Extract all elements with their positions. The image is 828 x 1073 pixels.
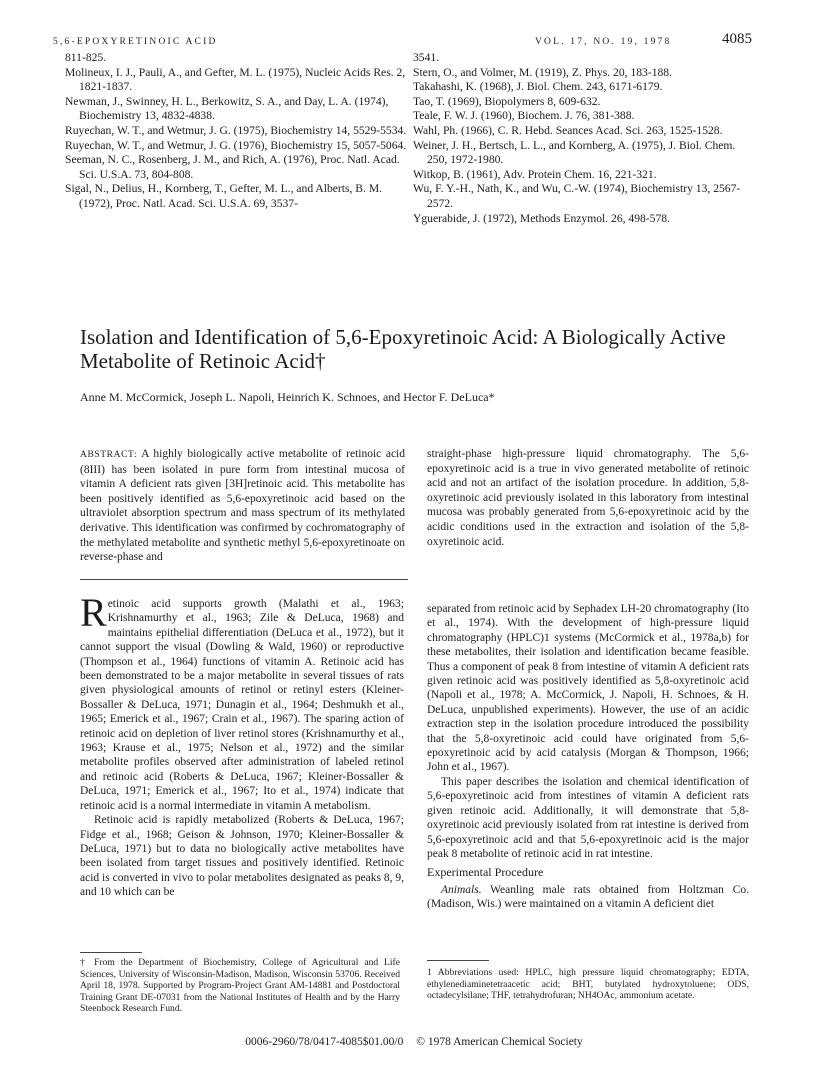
- page-number: 4085: [722, 31, 752, 47]
- animals-paragraph: [427, 883, 749, 912]
- animals-text: Weanling male rats obtained from Holtzman Co. (Madison, Wis.) were maintained on a vitamin A deficient diet: [427, 883, 749, 911]
- footnote-affiliation: † From the Department of Biochemistry, College of Agricultural and Life Sciences, University of Wisconsin-Madison, Madison, Wisconsin 53706. Received April 18, 1978. Supported by Program-Project Grant AM-14881 and Postdoctoral Training Grant DE-07031 from the National Institutes of Health and by the Harry Steenbock Research Fund.: [80, 957, 400, 1015]
- references-left-column: [65, 51, 407, 212]
- page-footer: [0, 1036, 828, 1048]
- abstract-divider: [80, 579, 408, 580]
- reference-item: Stern, O., and Volmer, M. (1919), Z. Phys. 20, 183-188.: [413, 65, 672, 79]
- intro-paragraph-4: This paper describes the isolation and chemical identification of 5,6-epoxyretinoic acid from intestines of vitamin A deficient rats given retinoic acid. Additionally, it will demonstrate that 5,8-oxyretinoic acid previously isolated from rat intestine is derived from 5,6-epoxyretinoic acid and that 5,6-epoxyretinoic acid is the major peak 8 metabolite of retinoic acid in rat intestine.: [427, 775, 749, 860]
- reference-item: Tao, T. (1969), Biopolymers 8, 609-632.: [413, 94, 601, 108]
- reference-item: Yguerabide, J. (1972), Methods Enzymol. 26, 498-578.: [413, 211, 670, 225]
- reference-item: Weiner, J. H., Bertsch, L. L., and Kornberg, A. (1975), J. Biol. Chem. 250, 1972-1980.: [413, 138, 736, 167]
- reference-item: Seeman, N. C., Rosenberg, J. M., and Rich, A. (1976), Proc. Natl. Acad. Sci. U.S.A. 73, 804-808.: [65, 153, 400, 181]
- reference-item: Wu, F. Y.-H., Nath, K., and Wu, C.-W. (1974), Biochemistry 13, 2567-2572.: [413, 182, 741, 210]
- author-list: Anne M. McCormick, Joseph L. Napoli, Heinrich K. Schnoes, and Hector F. DeLuca*: [80, 390, 495, 404]
- reference-item: Ruyechan, W. T., and Wetmur, J. G. (1976), Biochemistry 15, 5057-5064.: [65, 138, 407, 152]
- reference-item: Ruyechan, W. T., and Wetmur, J. G. (1975), Biochemistry 14, 5529-5534.: [65, 123, 407, 137]
- reference-item: 3541.: [413, 51, 440, 64]
- reference-item: Teale, F. W. J. (1960), Biochem. J. 76, 381-388.: [413, 109, 635, 123]
- abstract-right: straight-phase high-pressure liquid chromatography. The 5,6-epoxyretinoic acid is a true in vivo generated metabolite of retinoic acid and not an artifact of the isolation procedure. In addition, 5,8-oxyretinoic acid previously isolated in this laboratory from intestinal mucosa was probably generated from 5,6-epoxyretinoic acid by the acidic conditions used in the extraction and isolation of the 5,8-oxyretinoic acid.: [427, 448, 749, 548]
- intro-paragraph-3: separated from retinoic acid by Sephadex LH-20 chromatography (Ito et al., 1974). With the development of high-pressure liquid chromatography (HPLC)1 systems (McCormick et al., 1978a,b) for these metabolites, their isolation and identification became feasible. Thus a component of peak 8 from intestine of vitamin A deficient rats given retinoic acid was positively identified as 5,8-oxyretinoic acid (Napoli et al., 1978; A. McCormick, J. Napoli, H. Schnoes, & H. DeLuca, unpublished experiments). However, the use of an acidic extraction step in the isolation procedure introduced the possibility that the 5,8-oxyretinoic acid could have originated from 5,6-epoxyretinoic acid by acid catalysis (Morgan & Thompson, 1966; John et al., 1967).: [427, 603, 749, 774]
- intro-paragraph-2: Retinoic acid is rapidly metabolized (Roberts & DeLuca, 1967; Fidge et al., 1968; Geison & Johnson, 1970; Kleiner-Bossaller & DeLuca, 1971) but to data no biologically active metabolites have been isolated from target tissues and positively identified. Retinoic acid is converted in vivo to polar metabolites designated as peaks 8, 9, and 10 which can be: [80, 814, 404, 899]
- body-right-column: [427, 602, 749, 912]
- footnote-abbreviations: 1 Abbreviations used: HPLC, high pressure liquid chromatography; EDTA, ethylenediaminetetraacetic acid; BHT, butylated hydroxytoluene; ODS, octadecylsilane; THF, tetrahydrofuran; NH4OAc, ammonium acetate.: [427, 967, 749, 1002]
- reference-item: Witkop, B. (1961), Adv. Protein Chem. 16, 221-321.: [413, 167, 657, 181]
- intro-paragraph-1: etinoic acid supports growth (Malathi et al., 1963; Krishnamurthy et al., 1963; Zile & DeLuca, 1968) and maintains epithelial differentiation (DeLuca et al., 1972), but it cannot support the visual (Dowling & Wald, 1960) or reproductive (Thompson et al., 1964) functions of vitamin A. Retinoic acid has been demonstrated to be a major metabolite in several tissues of rats given physiological amounts of retinol or retinyl esters (Kleiner-Bossaller & DeLuca, 1971; Dunagin et al., 1964; Deshmukh et al., 1965; Emerick et al., 1967; Crain et al., 1967). The sparing action of retinoic acid on depletion of liver retinol stores (Krishnamurthy et al., 1963; Krause et al., 1975; Nelson et al., 1972) and the similar metabolite profiles observed after administration of labeled retinol and retinoic acid (Roberts & DeLuca, 1967; Kleiner-Bossaller & DeLuca, 1971; Emerick et al., 1967; Ito et al., 1974) indicate that retinoic acid is a normal intermediate in vitamin A metabolism.: [80, 598, 404, 812]
- drop-cap: R: [80, 590, 107, 635]
- reference-item: Molineux, I. J., Pauli, A., and Gefter, M. L. (1975), Nucleic Acids Res. 2, 1821-1837.: [65, 65, 406, 94]
- reference-item: Newman, J., Swinney, H. L., Berkowitz, S. A., and Day, L. A. (1974), Biochemistry 13, 4832-4838.: [65, 94, 389, 123]
- article-code: 0006-2960/78/0417-4085$01.00/0: [245, 1036, 404, 1048]
- footnote-rule-left: [80, 952, 142, 953]
- article-title: Isolation and Identification of 5,6-Epoxyretinoic Acid: A Biologically Active Metabolite of Retinoic Acid†: [80, 325, 726, 373]
- reference-item: 811-825.: [65, 51, 107, 64]
- running-title: 5,6-EPOXYRETINOIC ACID: [53, 37, 218, 47]
- abstract-label: ABSTRACT:: [80, 450, 138, 460]
- reference-item: Takahashi, K. (1968), J. Biol. Chem. 243, 6171-6179.: [413, 80, 663, 94]
- abstract-text-left: A highly biologically active metabolite of retinoic acid (8III) has been isolated in pure form from intestinal mucosa of vitamin A deficient rats given [3H]retinoic acid. This metabolite has been positively identified as 5,6-epoxyretinoic acid based on the ultraviolet absorption spectrum and mass spectrum of its methylated derivative. This identification was confirmed by cochromatography of the methylated metabolite and synthetic methyl 5,6-epoxyretinoate on reverse-phase and: [80, 448, 406, 564]
- abstract-left: [80, 447, 405, 565]
- body-left-column: [80, 590, 404, 900]
- volume-info: VOL. 17, NO. 19, 1978: [535, 37, 672, 47]
- copyright-notice: © 1978 American Chemical Society: [416, 1036, 583, 1048]
- reference-item: Sigal, N., Delius, H., Kornberg, T., Gefter, M. L., and Alberts, B. M. (1972), Proc. Natl. Acad. Sci. U.S.A. 69, 3537-: [65, 182, 383, 210]
- footnote-rule-right: [427, 960, 489, 961]
- animals-label: Animals.: [441, 883, 482, 896]
- reference-item: Wahl, Ph. (1966), C. R. Hebd. Seances Acad. Sci. 263, 1525-1528.: [413, 123, 723, 137]
- section-heading: Experimental Procedure: [427, 865, 544, 880]
- references-right-column: [413, 51, 758, 226]
